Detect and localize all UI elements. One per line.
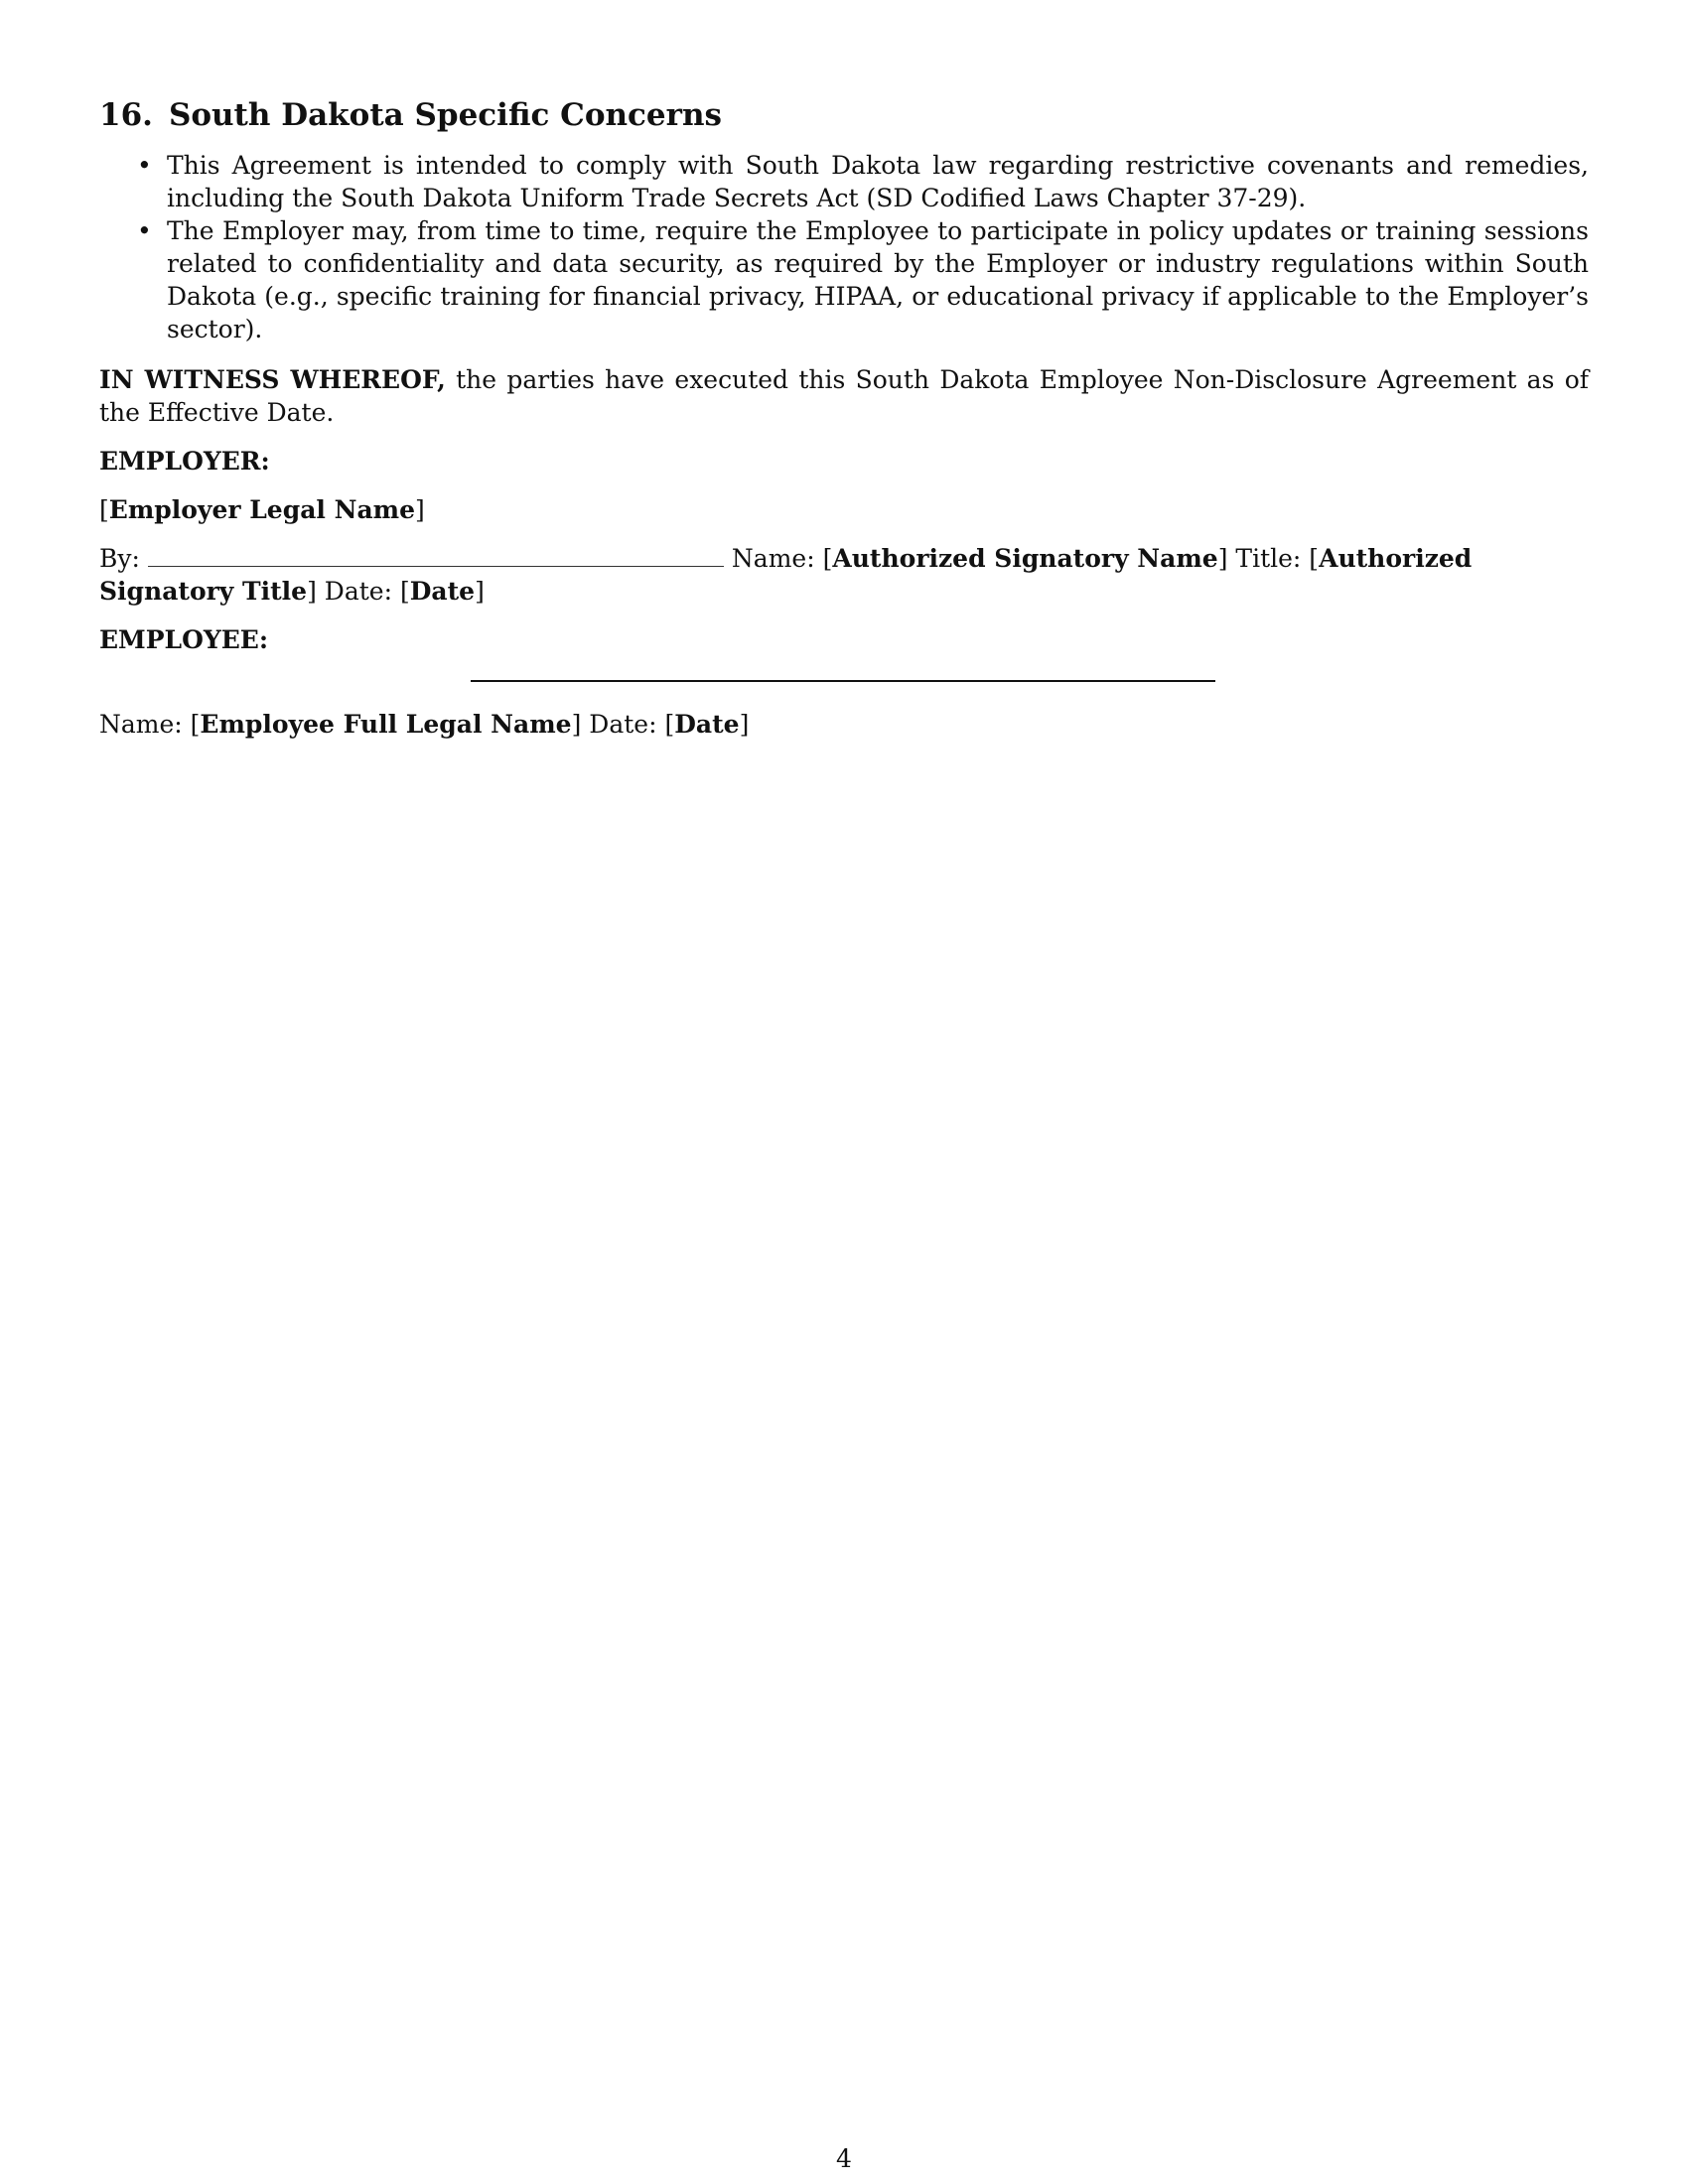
date-label: Date: [324,577,393,606]
witness-text: the parties have executed this South Dakota Employee Non-Disclosure Agreement as of the Effective Date. [99,365,1590,427]
name-label: Name: [731,544,815,573]
employee-name-label: Name: [99,710,183,739]
list-item [137,149,1589,214]
list-item [137,214,1589,345]
section-number: 16. [99,97,153,133]
employer-legal-name-placeholder: Employer Legal Name [108,495,416,524]
document-page [99,95,1589,756]
signatory-title-placeholder: Authorized Signatory Title [99,544,1473,606]
page-number: 4 [836,2144,852,2173]
bullet-text: The Employer may, from time to time, require the Employee to participate in policy updates or training sessions related to confidentiality and data security, as required by the Employer or industry regulations within South Dakota (e.g., specific training for financial privacy, HIPAA, or educational privacy if applicable to the Employer’s sector). [167,216,1589,343]
employee-date-label: Date: [589,710,657,739]
employer-signature-line[interactable] [148,542,724,567]
employee-date-placeholder: Date [674,710,740,739]
bullet-icon: • [137,151,152,180]
employee-heading: EMPLOYEE: [99,625,269,654]
bullet-icon: • [137,216,152,245]
section-bullet-list [99,149,1589,345]
witness-paragraph [99,363,1589,429]
section-heading [99,95,1589,135]
employee-name-block: Name: [Employee Full Legal Name] Date: [Date] [99,710,750,739]
employee-name-placeholder: Employee Full Legal Name [200,710,572,739]
title-label: Title: [1235,544,1302,573]
witness-lead: IN WITNESS WHEREOF, [99,365,446,394]
by-label: By: [99,544,140,573]
signatory-name-placeholder: Authorized Signatory Name [832,544,1218,573]
employer-heading: EMPLOYER: [99,447,270,476]
employee-signature-line[interactable] [471,680,1215,682]
section-title: South Dakota Specific Concerns [168,97,722,133]
employer-signature-block: By: Name: [Authorized Signatory Name] Title: [Authorized Signatory Title] Date: [Date] [99,544,1473,606]
employer-legal-name: [Employer Legal Name] [99,495,425,524]
bullet-text: This Agreement is intended to comply with South Dakota law regarding restrictive covenants and remedies, including the South Dakota Uniform Trade Secrets Act (SD Codified Laws Chapter 37-29). [167,151,1589,212]
employer-date-placeholder: Date [409,577,476,606]
